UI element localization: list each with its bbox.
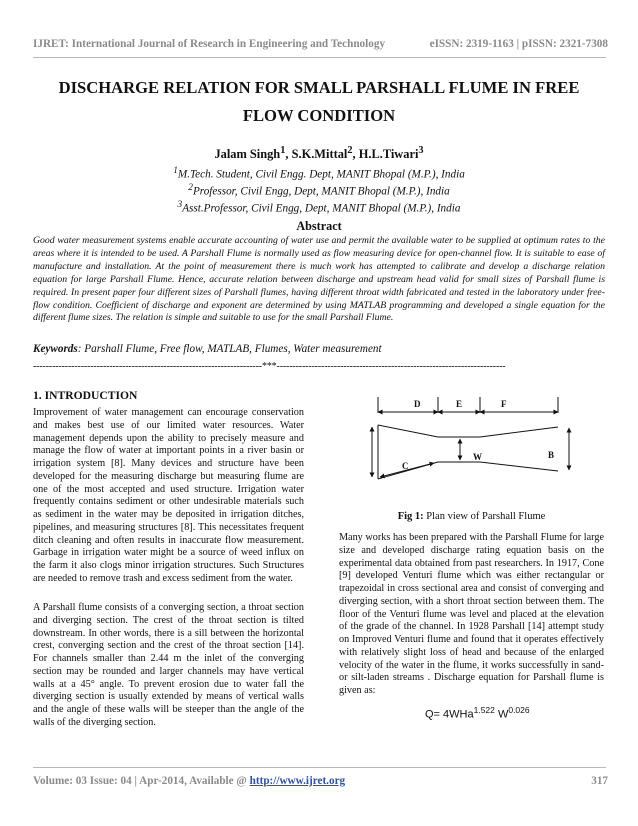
label-b: B — [548, 450, 555, 460]
page-number: 317 — [591, 775, 608, 787]
footer-volume: Volume: 03 Issue: 04 | Apr-2014, Available @ http://www.ijret.org — [33, 775, 346, 787]
caption-text: Plan view of Parshall Flume — [423, 511, 546, 522]
abstract-heading: Abstract — [296, 219, 342, 233]
caption-label: Fig 1: — [397, 511, 424, 522]
author-mark: 1 — [280, 145, 286, 156]
header-rule — [33, 57, 606, 58]
abstract-text: Good water measurement systems enable accurate accounting of water use and permit the available water to be supplied at optimum rates to the areas where it is intended to be used. A Parshall Flume is normally used as flow measuring device for open-channel flow. It is suitable to ease of manufacture and installation. At the point of measurement there is much work has attempted to calibrate and develop a discharge relation equation for large Parshall Flume. Hence, accurate relation between discharge and upstream head valid for small sizes of Parshall flume is required. In present paper four different sizes of Parshall flumes, having different throat width fabricated and tested in the laboratory under free-flow condition. Coefficient of discharge and exponent are determined by using MATLAB programming and developed a single equation for the different flume sizes. The relation is simple and suitable to use for the small Parshall Flume. — [33, 235, 605, 324]
author: S.K.Mittal — [291, 147, 348, 162]
paper-title — [40, 74, 598, 130]
affiliation: $^2$Professor, Civil Engg, Dept, MANIT Bhopal (M.P.), India — [188, 183, 450, 198]
author-mark: 3 — [418, 145, 424, 156]
flume-wall-top — [378, 425, 558, 437]
label-w: W — [473, 452, 482, 462]
keywords — [33, 343, 382, 355]
authors — [0, 145, 638, 162]
label-d: D — [414, 399, 421, 409]
figure-caption — [339, 511, 604, 522]
label-e: E — [456, 399, 463, 409]
parshall-flume-plan-diagram — [368, 393, 586, 485]
intro-paragraph-3: Many works has been prepared with the Parshall Flume for large size and developed discharge rating equation basis on the experimental data obtained from past researchers. In 1917, Cone [9] developed Venturi flume which was either rectangular or trapezoidal in cross sectional area and consist of converging and diverging section, with a short throat section between them. The floor of the Venturi flume was level and placed at the elevation of the grade of the channel. In 1928 Parshall [14] attempt study on Improved Venturi flume and found that it operates effectively with relatively slight loss of head and because of the enlarged velocity of the water in the flume, it works successfully in sand- or silt-laden streams . Discharge equation for Parshall flume is given as: — [339, 532, 604, 696]
issn: eISSN: 2319-1163 | pISSN: 2321-7308 — [429, 38, 608, 50]
author-sep: , — [352, 147, 359, 162]
title-line-1: DISCHARGE RELATION FOR SMALL PARSHALL FLUME IN FREE — [58, 78, 580, 97]
section-heading: 1. INTRODUCTION — [33, 389, 138, 402]
intro-paragraph-2: A Parshall flume consists of a converging section, a throat section and diverging section. The crest of the throat section is tilted downstream. In other words, there is a sill between the horizontal crest, converging section and the crest of the throat section [14]. For channels smaller than 2.44 m the inlet of the converging section may be rounded and larger channels may have vertical walls at a 45° angle. To prevent erosion due to water fall the diverging section is usually extended by means of vertical walls and the angle of these walls will be steeper than the angle of the walls of the diverging section. — [33, 602, 304, 728]
affiliations — [0, 165, 638, 217]
footer-rule — [33, 767, 606, 768]
author: Jalam Singh — [214, 147, 281, 162]
title-line-2: FLOW CONDITION — [242, 106, 396, 125]
author-sep: , — [285, 147, 292, 162]
affiliation: $^1$M.Tech. Student, Civil Engg. Dept, MANIT Bhopal (M.P.), India — [173, 166, 465, 181]
author-mark: 2 — [347, 145, 353, 156]
discharge-equation: Q= 4WHa$^{1.522}$ $W^{0.026}$ — [425, 705, 530, 721]
keywords-text: : Parshall Flume, Free flow, MATLAB, Flumes, Water measurement — [77, 343, 382, 355]
label-c: C — [402, 461, 409, 471]
section-separator: ------------------------------------------------------------------------***------------------------------------------------------------------------ — [33, 361, 506, 372]
keywords-label: Keywords — [33, 343, 78, 355]
author: H.L.Tiwari — [358, 147, 419, 162]
affiliation: $^3$Asst.Professor, Civil Engg, Dept, MANIT Bhopal (M.P.), India — [177, 200, 461, 216]
label-f: F — [501, 399, 507, 409]
intro-paragraph-1: Improvement of water management can encourage conservation and makes best use of our limited water resources. Water management depends upon the ability to precisely measure and manage the flow of water at important points in a river basin or irrigation system [8]. Many devices and structure have been developed for the measuring discharge but measuring flume are one of the most accepted and used structure. Irrigation water frequently contains sediment or other undesirable materials such as sediment in the water may be deposited in irrigation ditches, pipelines, and measuring structures [8]. This necessitates frequent ditch cleaning and often results in inaccurate flow measurement. Garbage in irrigation water might be a source of weed influx on the farm it also clogs minor irrigation structures. Such Structures are needed to remove trash and excess sediment from the water. — [33, 407, 304, 584]
journal-link[interactable]: http://www.ijret.org — [249, 775, 346, 787]
journal-name: IJRET: International Journal of Research in Engineering and Technology — [33, 38, 386, 50]
